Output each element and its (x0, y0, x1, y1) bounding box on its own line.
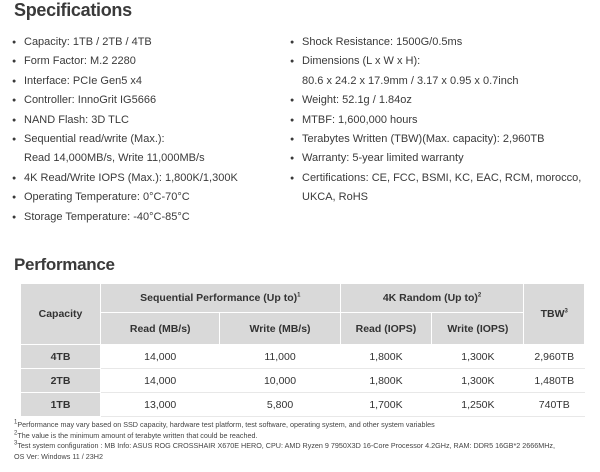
write-cell: 5,800 (220, 393, 340, 417)
specs-left-column (12, 33, 292, 227)
read-mb-header: Read (MB/s) (101, 313, 220, 345)
write-iops-cell: 1,300K (432, 369, 524, 393)
footnotes (14, 420, 594, 462)
spec-item: ● NAND Flash: 3D TLC (12, 111, 292, 130)
spec-item: ● Controller: InnoGrit IG5666 (12, 91, 292, 110)
spec-item: ● Form Factor: M.2 2280 (12, 52, 292, 71)
tbw-cell: 1,480TB (524, 369, 585, 393)
performance-heading: Performance (14, 255, 115, 274)
spec-item: ● MTBF: 1,600,000 hours (290, 111, 595, 130)
table-row (21, 393, 585, 417)
table-row (21, 345, 585, 369)
spec-item: Read 14,000MB/s, Write 11,000MB/s (24, 152, 205, 165)
table-row (21, 369, 585, 393)
read-iops-cell: 1,700K (340, 393, 432, 417)
spec-item: UKCA, RoHS (302, 191, 369, 204)
spec-item: ● Weight: 52.1g / 1.84oz (290, 91, 595, 110)
spec-item: ● Storage Temperature: -40°C-85°C (12, 208, 292, 227)
spec-item: 80.6 x 24.2 x 17.9mm / 3.17 x 0.95 x 0.7inch (302, 74, 519, 87)
write-cell: 10,000 (220, 369, 340, 393)
footnote-3: $^3$Test system configuration : MB Info: ASUS ROG CROSSHAIR X670E HERO, CPU: AMD Ryzen 9 7950X3D 16-Core Processor 4.2GHz, RAM: DDR5 16GB*2 2666MHz, (14, 440, 556, 450)
spec-item: ● Terabytes Written (TBW)(Max. capacity): 2,960TB (290, 130, 595, 149)
capacity-header: Capacity (21, 284, 101, 345)
write-iops-cell: 1,250K (432, 393, 524, 417)
spec-item: ● 4K Read/Write IOPS (Max.): 1,800K/1,300K (12, 169, 292, 188)
tbw-cell: 740TB (524, 393, 585, 417)
spec-item: ● Dimensions (L x W x H): (290, 52, 595, 71)
capacity-cell: 2TB (21, 369, 101, 393)
write-iops-cell: 1,300K (432, 345, 524, 369)
write-cell: 11,000 (220, 345, 340, 369)
spec-item: ● Interface: PCIe Gen5 x4 (12, 72, 292, 91)
specifications-heading: Specifications (14, 0, 132, 20)
read-iops-cell: 1,800K (340, 345, 432, 369)
footnote-2: $^2$The value is the minimum amount of terabyte written that could be reached. (14, 430, 258, 440)
read-cell: 14,000 (101, 369, 220, 393)
performance-table (20, 283, 585, 417)
sequential-header: Sequential Performance (Up to)$^1$ (101, 284, 341, 313)
footnote-1: $^1$Performance may vary based on SSD capacity, hardware test platform, test software, operating system, and other system variables (14, 419, 435, 429)
spec-item: ● Capacity: 1TB / 2TB / 4TB (12, 33, 292, 52)
spec-item: ● Warranty: 5-year limited warranty (290, 149, 595, 168)
write-iops-header: Write (IOPS) (432, 313, 524, 345)
write-mb-header: Write (MB/s) (220, 313, 340, 345)
spec-item: ● Sequential read/write (Max.): (12, 130, 292, 149)
footnote-3-continued: OS Ver: Windows 11 / 23H2 (14, 451, 103, 461)
specs-right-column (290, 33, 595, 208)
read-iops-header: Read (IOPS) (340, 313, 432, 345)
tbw-cell: 2,960TB (524, 345, 585, 369)
spec-item: ● Shock Resistance: 1500G/0.5ms (290, 33, 595, 52)
spec-item: ● Operating Temperature: 0°C-70°C (12, 188, 292, 207)
capacity-cell: 4TB (21, 345, 101, 369)
capacity-cell: 1TB (21, 393, 101, 417)
read-iops-cell: 1,800K (340, 369, 432, 393)
random-header: 4K Random (Up to)$^2$ (340, 284, 524, 313)
read-cell: 13,000 (101, 393, 220, 417)
tbw-header: TBW$^3$ (524, 284, 585, 345)
read-cell: 14,000 (101, 345, 220, 369)
spec-item: ● Certifications: CE, FCC, BSMI, KC, EAC, RCM, morocco, (290, 169, 595, 188)
